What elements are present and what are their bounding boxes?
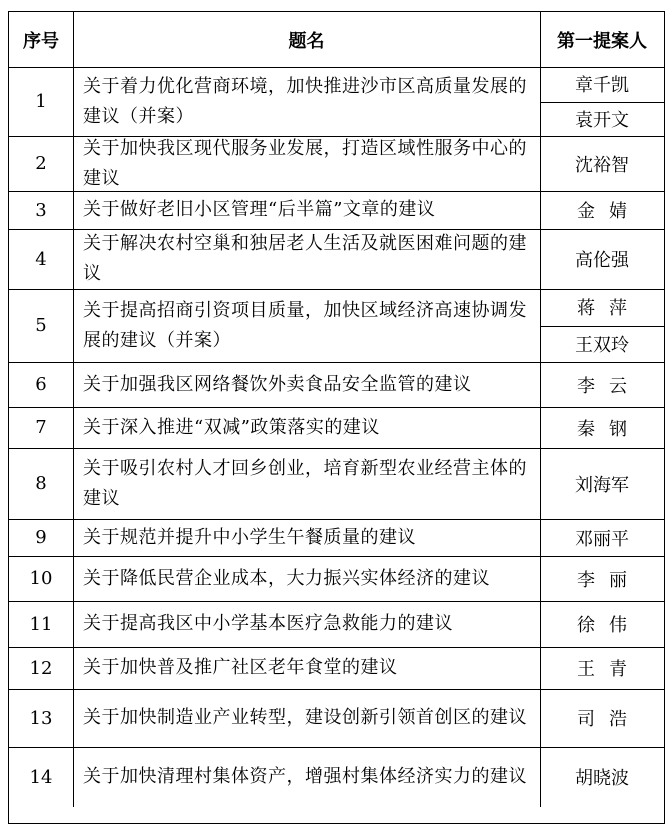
header-title: 题名 <box>288 30 325 52</box>
proposal-table <box>8 11 665 824</box>
row-index: 10 <box>29 568 53 589</box>
row-index: 1 <box>35 91 47 112</box>
row-index: 2 <box>35 153 47 174</box>
row-index: 7 <box>35 417 47 438</box>
proposer-divider <box>540 326 664 327</box>
proposal-title: 关于吸引农村人才回乡创业，培育新型农业经营主体的建议 <box>83 457 527 509</box>
proposer-name: 袁开文 <box>575 109 629 131</box>
proposer-name: 王双玲 <box>575 334 629 356</box>
proposer-name: 李丽 <box>577 569 641 591</box>
header-index: 序号 <box>23 30 59 52</box>
proposer-name: 蒋萍 <box>577 298 641 320</box>
row-index: 13 <box>29 707 53 729</box>
proposal-title: 关于提高招商引资项目质量，加快区域经济高速协调发展的建议（并案） <box>83 299 527 351</box>
proposal-title: 关于深入推进“双减”政策落实的建议 <box>83 416 380 438</box>
header-proposer: 第一提案人 <box>557 30 647 52</box>
row-index: 12 <box>29 657 53 679</box>
proposal-title: 关于加快普及推广社区老年食堂的建议 <box>83 657 398 678</box>
row-index: 4 <box>35 248 47 270</box>
proposer-name: 章千凯 <box>575 75 629 97</box>
proposer-name: 高伦强 <box>575 250 629 271</box>
row-index: 9 <box>35 527 47 548</box>
proposal-title: 关于加强我区网络餐饮外卖食品安全监管的建议 <box>83 373 472 395</box>
proposer-divider <box>540 102 664 103</box>
row-index: 6 <box>35 374 47 395</box>
proposer-name: 徐伟 <box>577 615 641 636</box>
row-index: 8 <box>35 473 47 494</box>
proposer-name: 李云 <box>577 375 641 397</box>
proposal-title: 关于降低民营企业成本，大力振兴实体经济的建议 <box>83 567 490 589</box>
proposal-title: 关于规范并提升中小学生午餐质量的建议 <box>83 526 416 548</box>
row-index: 11 <box>29 613 53 635</box>
row-index: 14 <box>29 766 53 788</box>
proposal-title: 关于加快清理村集体资产，增强村集体经济实力的建议 <box>83 766 527 787</box>
proposer-name: 王青 <box>577 659 641 680</box>
proposal-title: 关于着力优化营商环境，加快推进沙市区高质量发展的建议（并案） <box>83 75 527 127</box>
column-divider <box>540 12 541 807</box>
proposer-name: 秦钢 <box>577 418 641 440</box>
row-index: 3 <box>35 199 47 221</box>
proposer-name: 邓丽平 <box>575 528 629 550</box>
proposal-title: 关于提高我区中小学基本医疗急救能力的建议 <box>83 613 453 634</box>
proposer-name: 沈裕智 <box>575 154 629 176</box>
row-index: 5 <box>35 315 47 336</box>
proposal-title: 关于加快制造业产业转型，建设创新引领首创区的建议 <box>83 707 527 728</box>
proposal-title: 关于解决农村空巢和独居老人生活及就医困难问题的建议 <box>83 233 527 284</box>
column-divider <box>73 12 74 807</box>
proposer-name: 金婧 <box>577 201 641 222</box>
proposal-title: 关于做好老旧小区管理“后半篇”文章的建议 <box>83 199 436 220</box>
proposer-name: 刘海军 <box>575 474 629 496</box>
proposer-name: 胡晓波 <box>575 768 629 789</box>
proposal-title: 关于加快我区现代服务业发展，打造区域性服务中心的建议 <box>83 137 527 189</box>
proposer-name: 司浩 <box>577 709 641 730</box>
